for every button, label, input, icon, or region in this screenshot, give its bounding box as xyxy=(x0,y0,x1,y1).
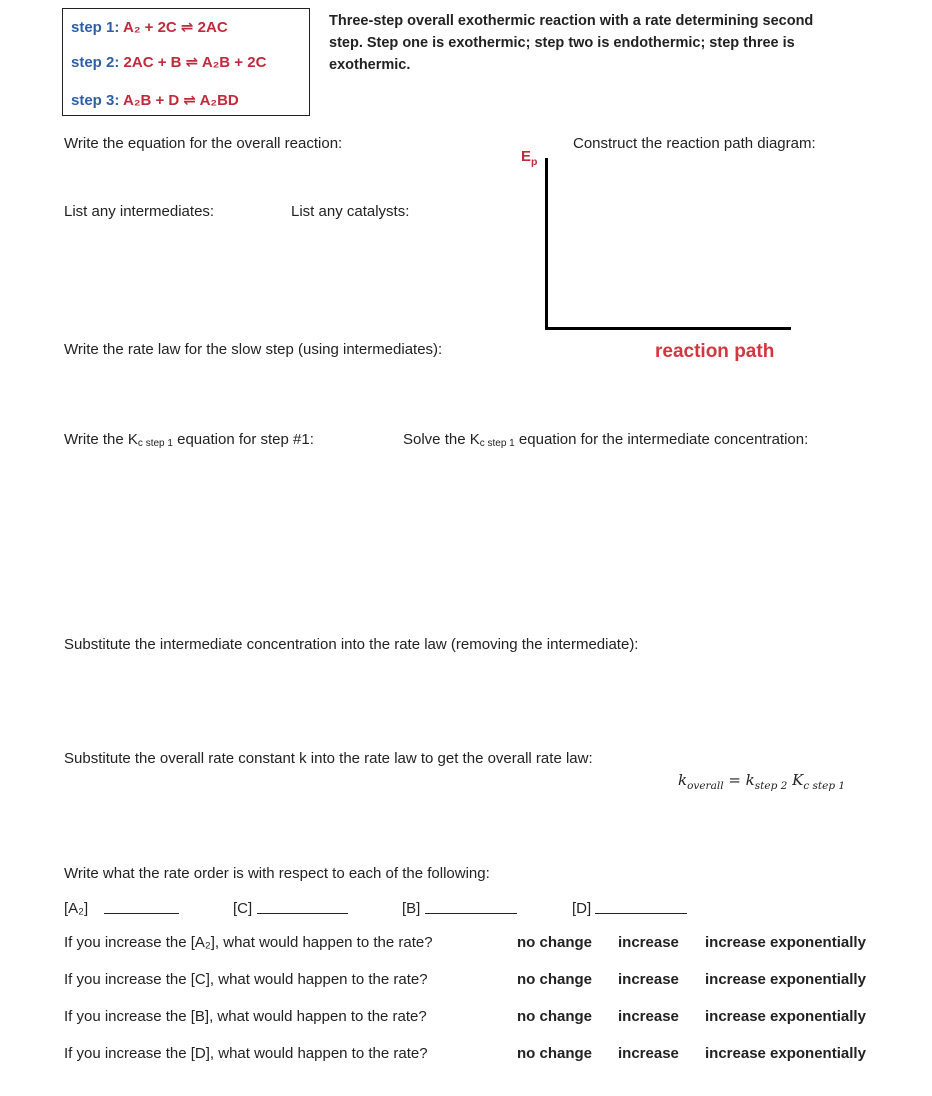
step-3 xyxy=(71,91,239,109)
kc-write-sub: c step 1 xyxy=(137,438,173,449)
diagram-title: Construct the reaction path diagram: xyxy=(573,135,816,152)
step-1-label: step 1: xyxy=(71,19,120,36)
rate-question-d: If you increase the [D], what would happen to the rate? xyxy=(64,1045,428,1062)
step-3-equation: A₂B + D ⇌ A₂BD xyxy=(122,92,239,109)
option-increase-exp-c[interactable]: increase exponentially xyxy=(705,971,866,988)
step-2-label: step 2: xyxy=(71,54,120,71)
option-increase-d[interactable]: increase xyxy=(618,1045,679,1062)
substitute-intermediate-prompt: Substitute the intermediate concentration into the rate law (removing the intermediate): xyxy=(64,636,639,653)
diagram-y-axis xyxy=(545,158,548,330)
rate-question-a2: If you increase the [A₂], what would happen to the rate? xyxy=(64,934,433,951)
k-step2-sub: step 2 xyxy=(754,780,788,792)
kc-solve-prefix: Solve the K xyxy=(403,431,480,448)
step-2 xyxy=(71,53,266,71)
rate-question-c: If you increase the [C], what would happen to the rate? xyxy=(64,971,428,988)
k-overall-equation xyxy=(678,771,845,792)
option-no-change-d[interactable]: no change xyxy=(517,1045,593,1062)
catalysts-prompt: List any catalysts: xyxy=(291,203,410,220)
option-no-change-b[interactable]: no change xyxy=(517,1008,593,1025)
kc-solve-suffix: equation for the intermediate concentration: xyxy=(514,431,809,448)
order-b-label: [B] xyxy=(402,900,421,917)
rate-question-b: If you increase the [B], what would happen to the rate? xyxy=(64,1008,427,1025)
diagram-x-label: reaction path xyxy=(655,341,775,362)
option-increase-exp-a2[interactable]: increase exponentially xyxy=(705,934,866,951)
kc-step1: K xyxy=(792,771,804,789)
option-increase-a2[interactable]: increase xyxy=(618,934,679,951)
option-no-change-a2[interactable]: no change xyxy=(517,934,593,951)
kc-step1-sub: c step 1 xyxy=(803,780,846,792)
step-1 xyxy=(71,18,228,36)
kc-solve-sub: c step 1 xyxy=(479,438,515,449)
diagram-x-axis xyxy=(545,327,791,330)
k-overall-equals: = xyxy=(723,771,746,789)
steps-box xyxy=(62,8,310,116)
substitute-k-prompt: Substitute the overall rate constant k into the rate law to get the overall rate law: xyxy=(64,750,593,767)
option-increase-exp-d[interactable]: increase exponentially xyxy=(705,1045,866,1062)
order-b-blank[interactable] xyxy=(425,913,517,914)
kc-write-suffix: equation for step #1: xyxy=(172,431,314,448)
k-overall-lhs-sub: overall xyxy=(687,780,724,792)
diagram-y-label: $E_p$ xyxy=(521,148,538,168)
option-no-change-c[interactable]: no change xyxy=(517,971,593,988)
step-2-equation: 2AC + B ⇌ A₂B + 2C xyxy=(123,54,267,71)
option-increase-exp-b[interactable]: increase exponentially xyxy=(705,1008,866,1025)
order-d-blank[interactable] xyxy=(595,913,687,914)
kc-solve-prompt xyxy=(403,431,808,449)
order-c-blank[interactable] xyxy=(257,913,348,914)
order-d-label: [D] xyxy=(572,900,592,917)
order-a2-blank[interactable] xyxy=(104,913,179,914)
ep-sub: p xyxy=(531,156,538,168)
step-3-label: step 3: xyxy=(71,92,120,109)
order-a2-label: [A₂] xyxy=(64,900,89,917)
overall-reaction-prompt: Write the equation for the overall reaction: xyxy=(64,135,343,152)
intro-text: Three-step overall exothermic reaction with a rate determining second step. Step one is exothermic; step two is endothermic; step three is exothermic. xyxy=(329,13,814,73)
kc-write-prefix: Write the K xyxy=(64,431,138,448)
option-increase-b[interactable]: increase xyxy=(618,1008,679,1025)
kc-write-prompt xyxy=(64,431,314,449)
rate-order-prompt: Write what the rate order is with respect to each of the following: xyxy=(64,865,490,882)
intermediates-prompt: List any intermediates: xyxy=(64,203,215,220)
step-1-equation: A₂ + 2C ⇌ 2AC xyxy=(122,19,228,36)
option-increase-c[interactable]: increase xyxy=(618,971,679,988)
k-step2: k xyxy=(745,771,755,789)
k-overall-lhs: k xyxy=(678,771,688,789)
rate-law-prompt: Write the rate law for the slow step (using intermediates): xyxy=(64,341,443,358)
order-c-label: [C] xyxy=(233,900,253,917)
